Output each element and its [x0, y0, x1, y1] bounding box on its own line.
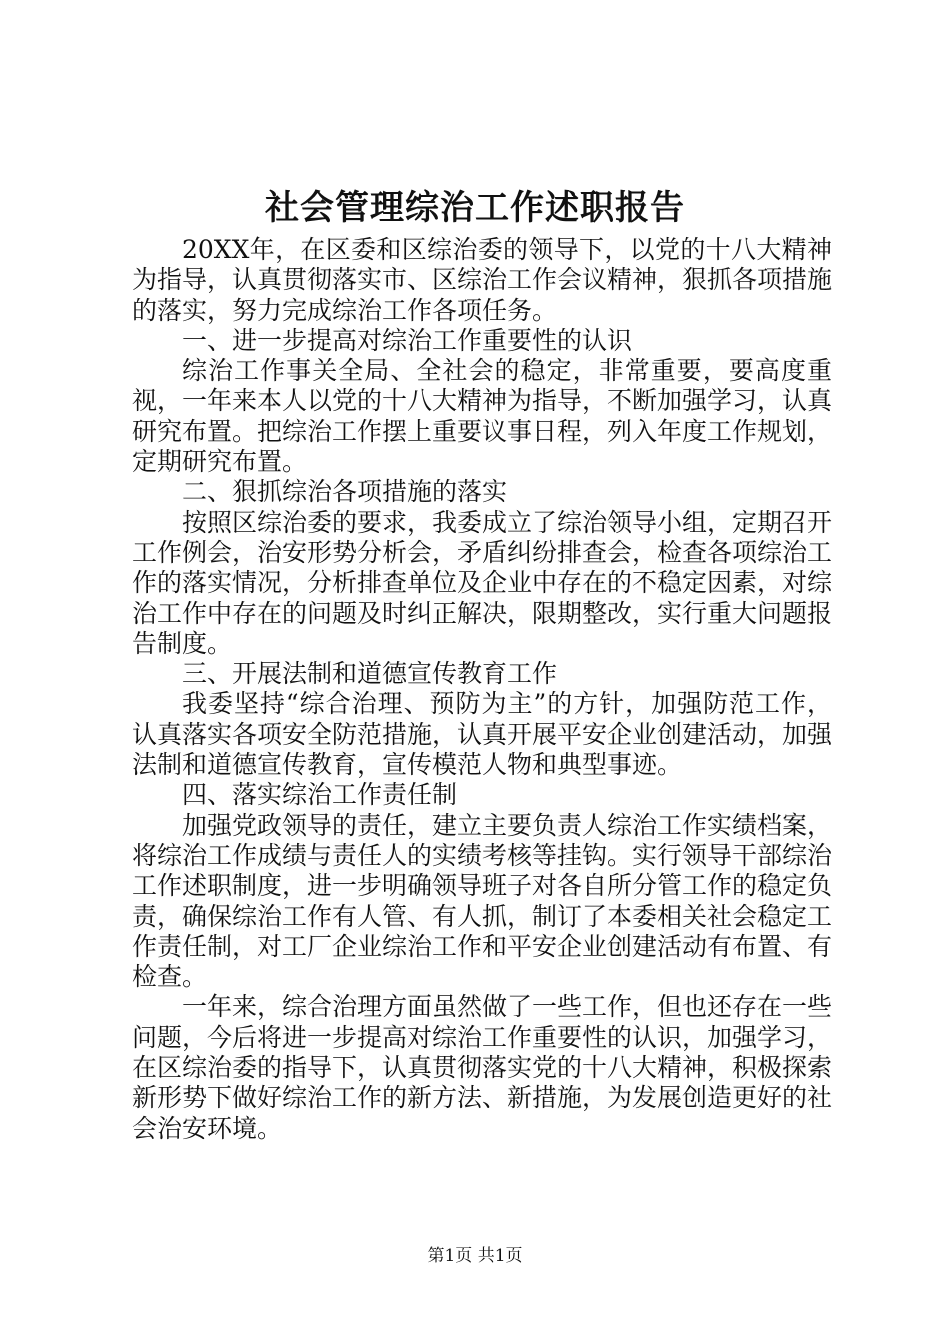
- section-heading-3: 三、开展法制和道德宣传教育工作: [182, 659, 558, 689]
- section-heading-4: 四、落实综治工作责任制: [182, 780, 458, 810]
- paragraph-section-2: 按照区综治委的要求，我委成立了综治领导小组，定期召开工作例会，治安形势分析会，矛盾纠纷排查会，检查各项综治工作的落实情况，分析排查单位及企业中存在的不稳定因素，对综治工作中存在的问题及时纠正解决，限期整改，实行重大问题报告制度。: [132, 507, 833, 658]
- paragraph-intro: 20XX年，在区委和区综治委的领导下，以党的十八大精神为指导，认真贯彻落实市、区综治工作会议精神，狠抓各项措施的落实，努力完成综治工作各项任务。: [132, 235, 833, 325]
- section-heading-2: 二、狠抓综治各项措施的落实: [182, 477, 508, 507]
- paragraph-conclusion: 一年来，综合治理方面虽然做了一些工作，但也还存在一些问题，今后将进一步提高对综治工作重要性的认识，加强学习，在区综治委的指导下，认真贯彻落实党的十八大精神，积极探索新形势下做好综治工作的新方法、新措施，为发展创造更好的社会治安环境。: [132, 992, 833, 1143]
- page-number-footer: 第1页 共1页: [427, 1246, 523, 1266]
- document-title: 社会管理综治工作述职报告: [265, 188, 685, 228]
- paragraph-section-4: 加强党政领导的责任，建立主要负责人综治工作实绩档案，将综治工作成绩与责任人的实绩考核等挂钩。实行领导干部综治工作述职制度，进一步明确领导班子对各自所分管工作的稳定负责，确保综治工作有人管、有人抓，制订了本委相关社会稳定工作责任制，对工厂企业综治工作和平安企业创建活动有布置、有检查。: [132, 810, 833, 992]
- paragraph-section-3: 我委坚持“综合治理、预防为主”的方针，加强防范工作，认真落实各项安全防范措施，认真开展平安企业创建活动，加强法制和道德宣传教育，宣传模范人物和典型事迹。: [132, 689, 833, 780]
- section-heading-1: 一、进一步提高对综治工作重要性的认识: [182, 325, 633, 355]
- document-body: [132, 235, 832, 1144]
- paragraph-section-1: 综治工作事关全局、全社会的稳定，非常重要，要高度重视，一年来本人以党的十八大精神为指导，不断加强学习，认真研究布置。把综治工作摆上重要议事日程，列入年度工作规划，定期研究布置。: [132, 356, 833, 477]
